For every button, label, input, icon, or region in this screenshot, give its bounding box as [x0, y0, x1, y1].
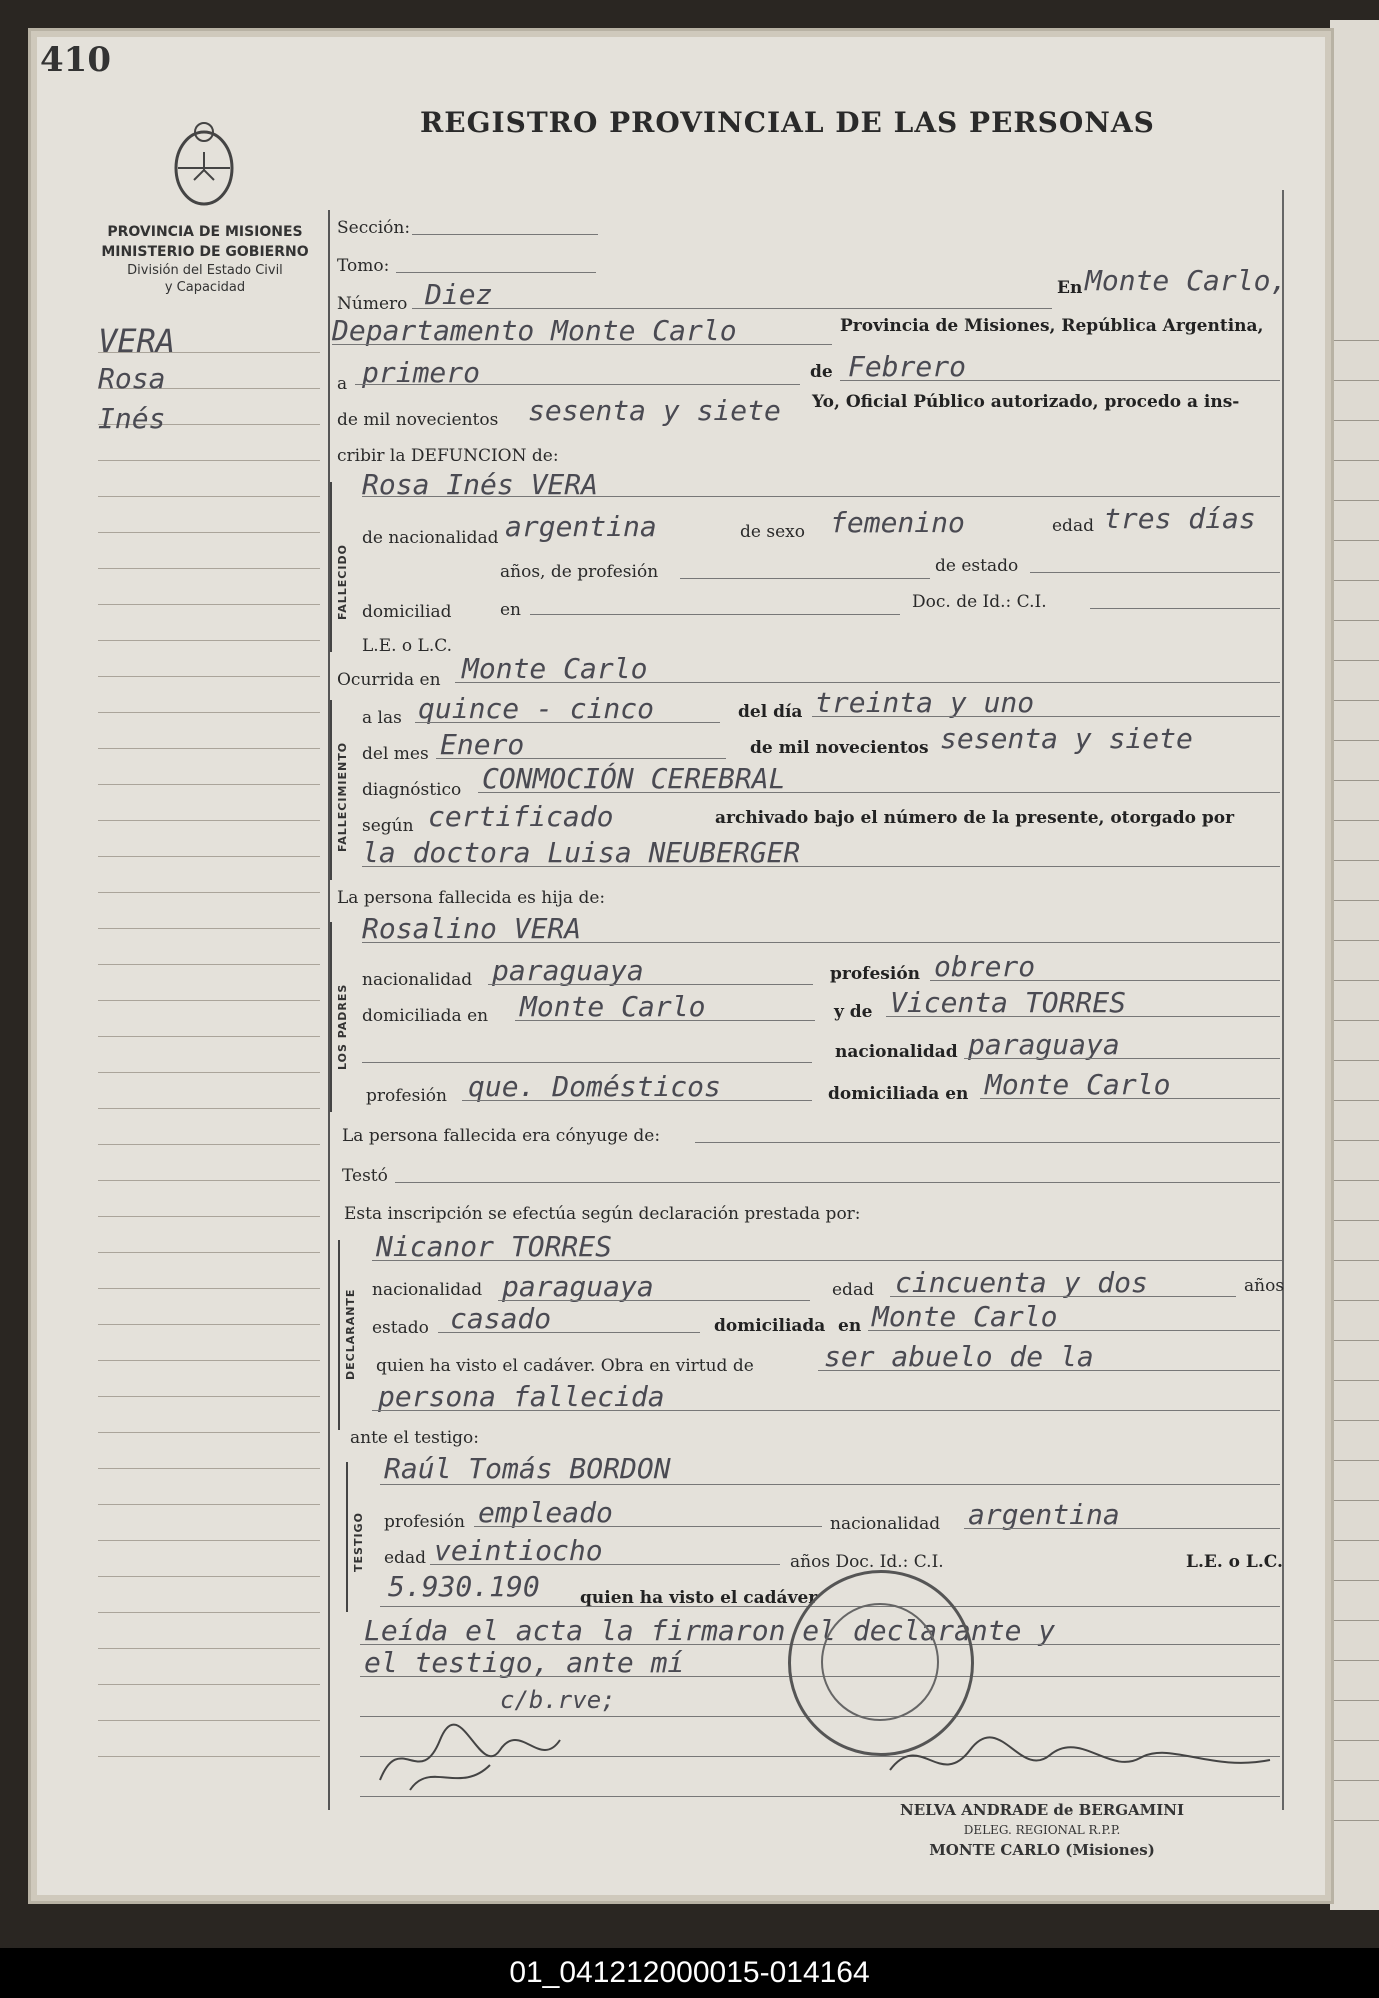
dia-fall-field[interactable] [812, 716, 1280, 717]
padre-prof-label: profesión [830, 964, 921, 984]
madre-nac-label: nacionalidad [835, 1042, 958, 1062]
decl-obra-2-field[interactable] [372, 1410, 1280, 1411]
nombre-value: Rosa Inés VERA [362, 468, 599, 501]
test-edad-field[interactable] [430, 1564, 780, 1565]
mes-fall-field[interactable] [436, 758, 726, 759]
domiciliad-label: domiciliad [362, 602, 452, 622]
mes-fall-value: Enero [440, 728, 525, 761]
declarant-signature [370, 1710, 570, 1800]
section-testigo: TESTIGO [352, 1512, 365, 1572]
hija-de-label: La persona fallecida es hija de: [337, 888, 606, 908]
decl-dom-label: domiciliada [714, 1316, 826, 1336]
testo-label: Testó [342, 1166, 388, 1186]
decl-dom-field[interactable] [868, 1330, 1280, 1331]
test-prof-field[interactable] [474, 1526, 822, 1527]
tomo-label: Tomo: [337, 256, 390, 276]
diagnostico-label: diagnóstico [362, 780, 462, 800]
profesion-field[interactable] [680, 578, 930, 579]
anos-profesion-label: años, de profesión [500, 562, 659, 582]
dia-field[interactable] [355, 384, 800, 385]
padre-extra-field[interactable] [362, 1062, 812, 1063]
padre-nac-label: nacionalidad [362, 970, 473, 990]
ministry-label: MINISTERIO DE GOBIERNO [101, 244, 309, 260]
decl-en-label: en [838, 1316, 862, 1336]
segun-label: según [362, 816, 414, 836]
anio-value: sesenta y siete [528, 394, 781, 427]
enmienda-value: c/b.rve; [500, 1686, 616, 1714]
madre-nac-value: paraguaya [968, 1028, 1120, 1061]
archivado-label: archivado bajo el número de la presente, otorgado por [715, 808, 1235, 828]
padre-dom-field[interactable] [515, 1020, 815, 1021]
numero-field[interactable] [412, 308, 1052, 309]
madre-dom-field[interactable] [980, 1098, 1280, 1099]
section-fallecido: FALLECIDO [336, 544, 349, 620]
decl-edad-field[interactable] [890, 1296, 1236, 1297]
ocurrida-field[interactable] [455, 682, 1280, 683]
y-de-label: y de [834, 1002, 873, 1022]
edad-label: edad [1052, 516, 1094, 536]
padre-dom-label: domiciliada en [362, 1006, 489, 1026]
dia-fall-value: treinta y uno [815, 686, 1035, 719]
declarante-field[interactable] [372, 1260, 1282, 1261]
mes-value: Febrero [848, 350, 967, 383]
page-title: REGISTRO PROVINCIAL DE LAS PERSONAS [420, 106, 1155, 139]
issuing-authority [90, 222, 320, 296]
nacionalidad-label: de nacionalidad [362, 528, 499, 548]
section-declarante: DECLARANTE [344, 1288, 357, 1380]
en-label-2: en [500, 600, 522, 620]
le-lc-label: L.E. o L.C. [362, 636, 453, 656]
province-label: PROVINCIA DE MISIONES [107, 224, 303, 240]
test-edad-label: edad [384, 1548, 426, 1568]
officer-title: DELEG. REGIONAL R.P.P. [963, 1823, 1121, 1837]
ocurrida-value: Monte Carlo [462, 652, 648, 685]
padre-value: Rosalino VERA [362, 912, 582, 945]
section-fallecimiento: FALLECIMIENTO [336, 741, 349, 852]
division-label: División del Estado Civil [127, 263, 283, 278]
coat-of-arms-icon [168, 118, 240, 210]
nacionalidad-value: argentina [505, 510, 657, 543]
testigo-value: Raúl Tomás BORDON [384, 1452, 671, 1485]
madre-dom-label: domiciliada en [828, 1084, 969, 1104]
conyuge-label: La persona fallecida era cónyuge de: [342, 1126, 661, 1146]
margin-name-1: Rosa [98, 362, 166, 395]
decl-estado-value: casado [450, 1302, 552, 1335]
division-label-2: y Capacidad [164, 280, 246, 295]
leida-2-value: el testigo, ante mí [364, 1646, 685, 1679]
de-mil-2-label: de mil novecientos [750, 738, 929, 758]
seccion-label: Sección: [337, 218, 411, 238]
diagnostico-field[interactable] [478, 792, 1280, 793]
test-nac-field[interactable] [964, 1528, 1280, 1529]
madre-value: Vicenta TORRES [890, 986, 1127, 1019]
officer-name: NELVA ANDRADE de BERGAMINI [900, 1801, 1184, 1819]
image-id-footer: 01_041212000015-014164 [0, 1948, 1379, 1998]
de-mil-label: de mil novecientos [337, 410, 499, 430]
madre-nac-field[interactable] [964, 1058, 1280, 1059]
decl-anos-label: años [1244, 1276, 1285, 1296]
decl-nac-value: paraguaya [502, 1270, 654, 1303]
segun-value: certificado [428, 800, 614, 833]
testo-field[interactable] [395, 1182, 1280, 1183]
conyuge-field[interactable] [695, 1142, 1280, 1143]
lugar-value: Monte Carlo, [1085, 264, 1288, 297]
leida-1-value: Leída el acta la firmaron el declarante y [364, 1614, 1056, 1647]
hora-field[interactable] [415, 722, 720, 723]
officer-place: MONTE CARLO (Misiones) [929, 1841, 1155, 1859]
tomo-field[interactable] [396, 272, 596, 273]
provincia-label: Provincia de Misiones, República Argentina, [840, 316, 1264, 336]
nombre-field[interactable] [362, 496, 1280, 497]
adjacent-page [1330, 20, 1379, 1910]
officer-signature [880, 1720, 1280, 1800]
mes-field[interactable] [840, 380, 1280, 381]
numero-label: Número [337, 294, 408, 314]
seccion-field[interactable] [412, 234, 598, 235]
sexo-label: de sexo [740, 522, 805, 542]
madre-dom-value: Monte Carlo [985, 1068, 1171, 1101]
margin-name-2: Inés [98, 402, 166, 435]
padre-field[interactable] [362, 942, 1280, 943]
cribir-label: cribir la DEFUNCION de: [337, 446, 559, 466]
decl-obra-2-value: persona fallecida [378, 1380, 665, 1413]
test-nac-value: argentina [968, 1498, 1120, 1531]
madre-prof-value: que. Domésticos [468, 1070, 721, 1103]
oficial-label: Yo, Oficial Público autorizado, procedo a ins- [812, 392, 1240, 412]
decl-nac-field[interactable] [498, 1300, 810, 1301]
declarante-value: Nicanor TORRES [376, 1230, 613, 1263]
anio-fall-value: sesenta y siete [940, 722, 1193, 755]
diagnostico-value: CONMOCIÓN CEREBRAL [482, 762, 786, 795]
de-label: de [810, 362, 833, 382]
declaracion-label: Esta inscripción se efectúa según declaración prestada por: [344, 1204, 861, 1224]
en-label: En [1057, 278, 1083, 298]
edad-value: tres días [1104, 502, 1256, 535]
test-anos-label: años Doc. Id.: C.I. [790, 1552, 944, 1572]
decl-visto-label: quien ha visto el cadáver. Obra en virtud de [376, 1356, 754, 1376]
estado-field[interactable] [1030, 572, 1280, 573]
page-number: 410 [40, 40, 111, 80]
estado-label: de estado [935, 556, 1019, 576]
section-padres: LOS PADRES [336, 983, 349, 1070]
doctora-value: la doctora Luisa NEUBERGER [362, 836, 801, 869]
decl-edad-label: edad [832, 1280, 874, 1300]
madre-field[interactable] [886, 1016, 1280, 1017]
madre-prof-field[interactable] [462, 1100, 812, 1101]
doc-id-label: Doc. de Id.: C.I. [912, 592, 1047, 612]
departamento-value: Departamento Monte Carlo [332, 314, 737, 347]
margin-surname: VERA [98, 322, 176, 360]
test-prof-label: profesión [384, 1512, 465, 1532]
decl-estado-label: estado [372, 1318, 429, 1338]
decl-estado-field[interactable] [438, 1332, 700, 1333]
test-doc-value: 5.930.190 [388, 1570, 540, 1603]
padre-prof-field[interactable] [930, 980, 1280, 981]
testigo-field[interactable] [380, 1484, 1280, 1485]
decl-obra-1-value: ser abuelo de la [824, 1340, 1094, 1373]
sexo-value: femenino [830, 506, 965, 539]
test-le-label: L.E. o L.C. [1186, 1552, 1283, 1572]
decl-dom-value: Monte Carlo [872, 1300, 1058, 1333]
test-prof-value: empleado [478, 1496, 613, 1529]
numero-value: Diez [425, 278, 493, 311]
domicilio-field[interactable] [530, 614, 900, 615]
decl-edad-value: cincuenta y dos [895, 1266, 1148, 1299]
dia-value: primero [362, 356, 481, 389]
madre-prof-label: profesión [366, 1086, 447, 1106]
ocurrida-label: Ocurrida en [337, 670, 441, 690]
a-label: a [337, 374, 348, 394]
test-edad-value: veintiocho [434, 1534, 603, 1567]
officer-block [900, 1800, 1184, 1860]
test-visto-label: quien ha visto el cadáver [580, 1588, 818, 1608]
doctora-field[interactable] [362, 866, 1280, 867]
decl-nac-label: nacionalidad [372, 1280, 483, 1300]
ante-label: ante el testigo: [350, 1428, 480, 1448]
del-dia-label: del día [738, 702, 803, 722]
a-las-label: a las [362, 708, 402, 728]
padre-nac-field[interactable] [488, 984, 813, 985]
del-mes-label: del mes [362, 744, 429, 764]
padre-dom-value: Monte Carlo [520, 990, 706, 1023]
padre-prof-value: obrero [934, 950, 1036, 983]
hora-value: quince - cinco [418, 692, 655, 725]
doc-id-field[interactable] [1090, 608, 1280, 609]
departamento-field[interactable] [332, 344, 832, 345]
padre-nac-value: paraguaya [492, 954, 644, 987]
decl-obra-field[interactable] [818, 1370, 1280, 1371]
test-nac-label: nacionalidad [830, 1514, 941, 1534]
